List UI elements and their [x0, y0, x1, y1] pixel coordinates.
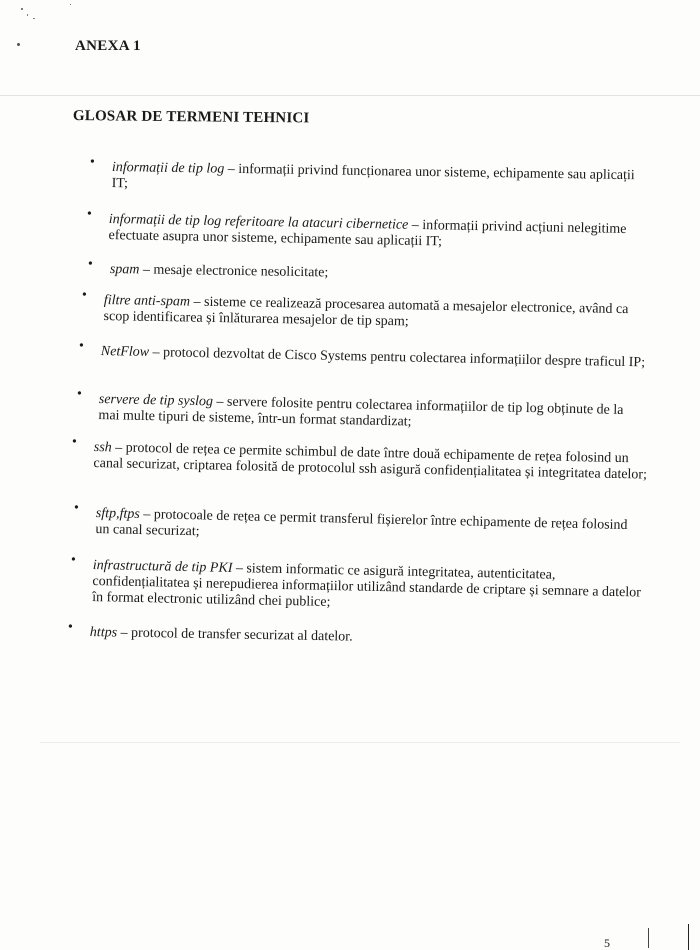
glossary-item: [70, 552, 645, 618]
glossary-definition: – servere folosite pentru colectarea informațiilor de tip log obținute de la mai multe tipuri de sisteme, într-un format standardizat;: [98, 394, 624, 430]
bullet-icon: •: [73, 500, 80, 516]
glossary-item: [81, 287, 649, 335]
glossary-term: ssh: [93, 440, 112, 456]
glossary-definition: – informații privind funcționarea unor sisteme, echipamente sau aplicații IT;: [111, 161, 635, 192]
page-number: 5: [604, 936, 610, 950]
glossary-term: informații de tip log referitoare la atacuri cibernetice: [108, 212, 409, 233]
bullet-icon: •: [86, 206, 93, 222]
glossary-term: sftp,ftps: [95, 506, 140, 522]
bullet-icon: •: [78, 338, 85, 354]
glossary-definition: – sistem informatic ce asigură integritatea, autenticitatea, confidențialitatea și nerepudierea informațiilor utilizând standarde de criptare și semnare a datelor în format electronic utilizând chei publice;: [92, 560, 642, 610]
bullet-icon: •: [87, 256, 93, 272]
glossary-definition: – protocol dezvoltat de Cisco Systems pentru colectarea informațiilor despre traficul IP;: [148, 345, 646, 371]
glossary-definition: – protocol de transfer securizat al datelor.: [116, 625, 353, 645]
glossary-definition: – sisteme ce realizează procesarea automată a mesajelor electronice, având ca scop identificarea și înlăturarea mesajelor de tip spam;: [103, 294, 629, 330]
bullet-icon: •: [89, 154, 95, 170]
glossary-item: [86, 206, 650, 254]
glossary-definition: – informații privind acțiuni nelegitime efectuate asupra unor sisteme, echipamente sau aplicații IT;: [108, 217, 627, 250]
bullet-icon: •: [70, 552, 77, 568]
glossary-item: [67, 619, 550, 649]
glossary-term: infrastructură de tip PKI: [92, 558, 233, 576]
glossary-item: [76, 386, 644, 435]
glossary-item: [78, 338, 650, 371]
bullet-icon: •: [81, 287, 87, 303]
glossary-term: servere de tip syslog: [98, 392, 214, 410]
annex-title: ANEXA 1: [75, 38, 141, 54]
glossary-term: NetFlow: [100, 344, 150, 361]
glossary-item: [87, 256, 640, 286]
bullet-icon: •: [76, 386, 83, 402]
glossary-term: informații de tip log: [111, 160, 225, 177]
glossary-title: GLOSAR DE TERMENI TEHNICI: [72, 108, 310, 127]
glossary-item: [73, 500, 638, 550]
glossary-definition: – mesaje electronice nesolicitate;: [139, 262, 329, 281]
glossary-item: [71, 434, 650, 484]
bullet-icon: •: [67, 619, 73, 635]
glossary-term: https: [89, 625, 118, 641]
bullet-icon: •: [71, 434, 78, 450]
glossary-item: [89, 154, 649, 200]
binding-mark: [648, 928, 649, 948]
glossary-definition: – protocoale de rețea ce permit transferul fișierelor între echipamente de rețea folosind un canal securizat;: [95, 506, 628, 540]
glossary-term: spam: [109, 262, 140, 278]
glossary-definition: – protocol de rețea ce permite schimbul de date între două echipamente de rețea folosind un canal securizat, criptarea folosită de protocolul ssh asigură confidențialitatea și integritatea datelor;: [93, 440, 648, 483]
binding-mark: [688, 924, 689, 950]
glossary-term: filtre anti-spam: [103, 293, 191, 310]
